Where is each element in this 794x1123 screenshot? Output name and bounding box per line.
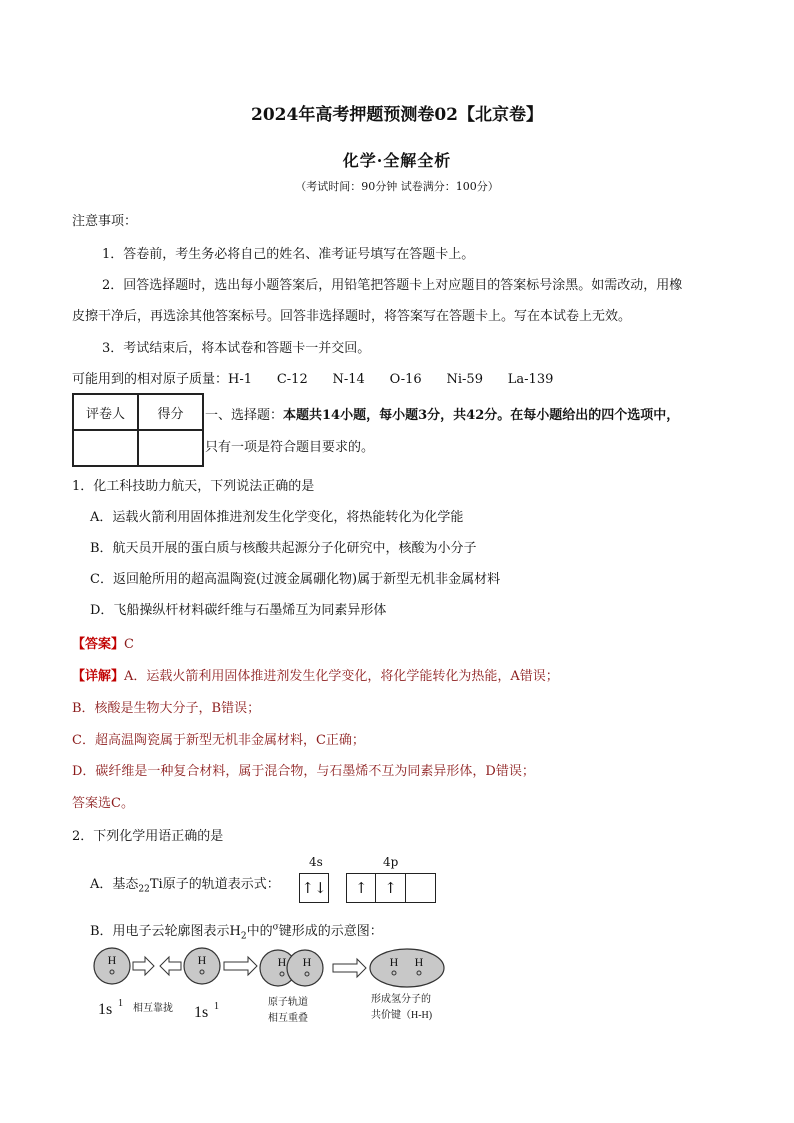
q1-option-c: C．返回舱所用的超高温陶瓷(过渡金属硼化物)属于新型无机非金属材料 <box>90 572 501 587</box>
overlap-arrow-icon <box>224 957 257 975</box>
section-heading: 一、选择题：本题共14小题，每小题3分，共42分。在每小题给出的四个选项中， <box>205 408 680 423</box>
q1-stem: 1．化工科技助力航天，下列说法正确的是 <box>72 479 315 494</box>
page-title: 2024年高考押题预测卷02【北京卷】 <box>251 105 543 125</box>
notes-item-2: 2．回答选择题时，选出每小题答案后，用铅笔把答题卡上对应题目的答案标号涂黑。如需改动，用橡 <box>102 278 683 293</box>
approach-arrow-right-icon <box>133 957 154 975</box>
left-orbital-sup: 1 <box>118 998 123 1009</box>
q1-option-d: D．飞船操纵杆材料碳纤维与石墨烯互为同素异形体 <box>90 603 387 618</box>
q1-detail-b: B．核酸是生物大分子，B错误； <box>72 701 261 716</box>
q1-option-a: A．运载火箭利用固体推进剂发生化学变化，将热能转化为化学能 <box>90 510 464 525</box>
score-table <box>72 393 204 467</box>
q2-option-a: A．基态$_{22}$Ti原子的轨道表示式： <box>90 877 280 895</box>
section-heading-line2: 只有一项是符合题目要求的。 <box>205 440 375 455</box>
approach-label: 相互靠拢 <box>133 1003 173 1014</box>
q1-detail-c: C．超高温陶瓷属于新型无机非金属材料，C正确； <box>72 733 365 748</box>
overlap-atom-label-right: H <box>302 955 312 969</box>
bond-arrow-icon <box>333 959 366 977</box>
q1-option-b: B．航天员开展的蛋白质与核酸共起源分子化研究中，核酸为小分子 <box>90 541 477 556</box>
q1-answer: 【答案】C <box>72 637 134 652</box>
overlap-atom-label-left: H <box>277 955 287 969</box>
bond-caption-line1: 形成氢分子的 <box>371 994 431 1005</box>
page-subtitle: 化学·全解全析 <box>342 151 452 170</box>
overlap-caption-line2: 相互重叠 <box>268 1013 308 1024</box>
h-atom-left-label: H <box>107 953 117 967</box>
notes-item-2-cont: 皮擦干净后，再选涂其他答案标号。回答非选择题时，将答案写在答题卡上。写在本试卷上无效。 <box>72 309 632 324</box>
sigma-bond-diagram <box>85 940 465 1030</box>
bond-caption-line2: 共价键（H-H) <box>371 1010 433 1021</box>
orbital-4p-cell-2: ↑ <box>376 874 405 902</box>
orbital-4p-label: 4p <box>383 855 399 869</box>
atomic-masses: 可能用到的相对原子质量：H-1 C-12 N-14 O-16 Ni-59 La-139 <box>72 372 554 387</box>
approach-arrow-left-icon <box>160 957 181 975</box>
right-orbital-sup: 1 <box>214 1001 219 1012</box>
q2-option-b: B．用电子云轮廓图表示$H_2$中的$^\sigma$键形成的示意图： <box>90 922 383 942</box>
q2-stem: 2．下列化学用语正确的是 <box>72 829 224 844</box>
h-atom-right-label: H <box>197 953 207 967</box>
notes-heading: 注意事项： <box>72 214 138 229</box>
score-cell <box>138 430 203 466</box>
orbital-4s-label: 4s <box>309 855 323 869</box>
q1-detail-d: D．碳纤维是一种复合材料，属于混合物，与石墨烯不互为同素异形体，D错误； <box>72 764 535 779</box>
notes-item-1: 1．答卷前，考生务必将自己的姓名、准考证号填写在答题卡上。 <box>102 247 475 262</box>
overlap-caption-line1: 原子轨道 <box>268 997 308 1008</box>
h2-molecule-orbital <box>370 949 444 987</box>
left-orbital-label: 1s <box>98 1001 113 1018</box>
orbital-4p-cell-3 <box>406 874 435 902</box>
reviewer-cell <box>73 430 138 466</box>
orbital-4s-cell: ↑↓ <box>301 879 327 897</box>
h2-atom-label-right: H <box>414 955 424 969</box>
q1-conclusion: 答案选C。 <box>72 796 134 811</box>
reviewer-header: 评卷人 <box>73 394 138 430</box>
right-orbital-label: 1s <box>194 1004 209 1021</box>
orbital-4p-box <box>346 873 436 903</box>
score-header: 得分 <box>138 394 203 430</box>
orbital-4s-box <box>299 873 329 903</box>
h2-atom-label-left: H <box>389 955 399 969</box>
notes-item-3: 3．考试结束后，将本试卷和答题卡一并交回。 <box>102 341 371 356</box>
exam-info: （考试时间：90分钟 试卷满分：100分） <box>295 180 499 193</box>
orbital-4p-cell-1: ↑ <box>347 874 376 902</box>
q1-detail-a: 【详解】A．运载火箭利用固体推进剂发生化学变化，将化学能转化为热能，A错误； <box>72 669 559 684</box>
